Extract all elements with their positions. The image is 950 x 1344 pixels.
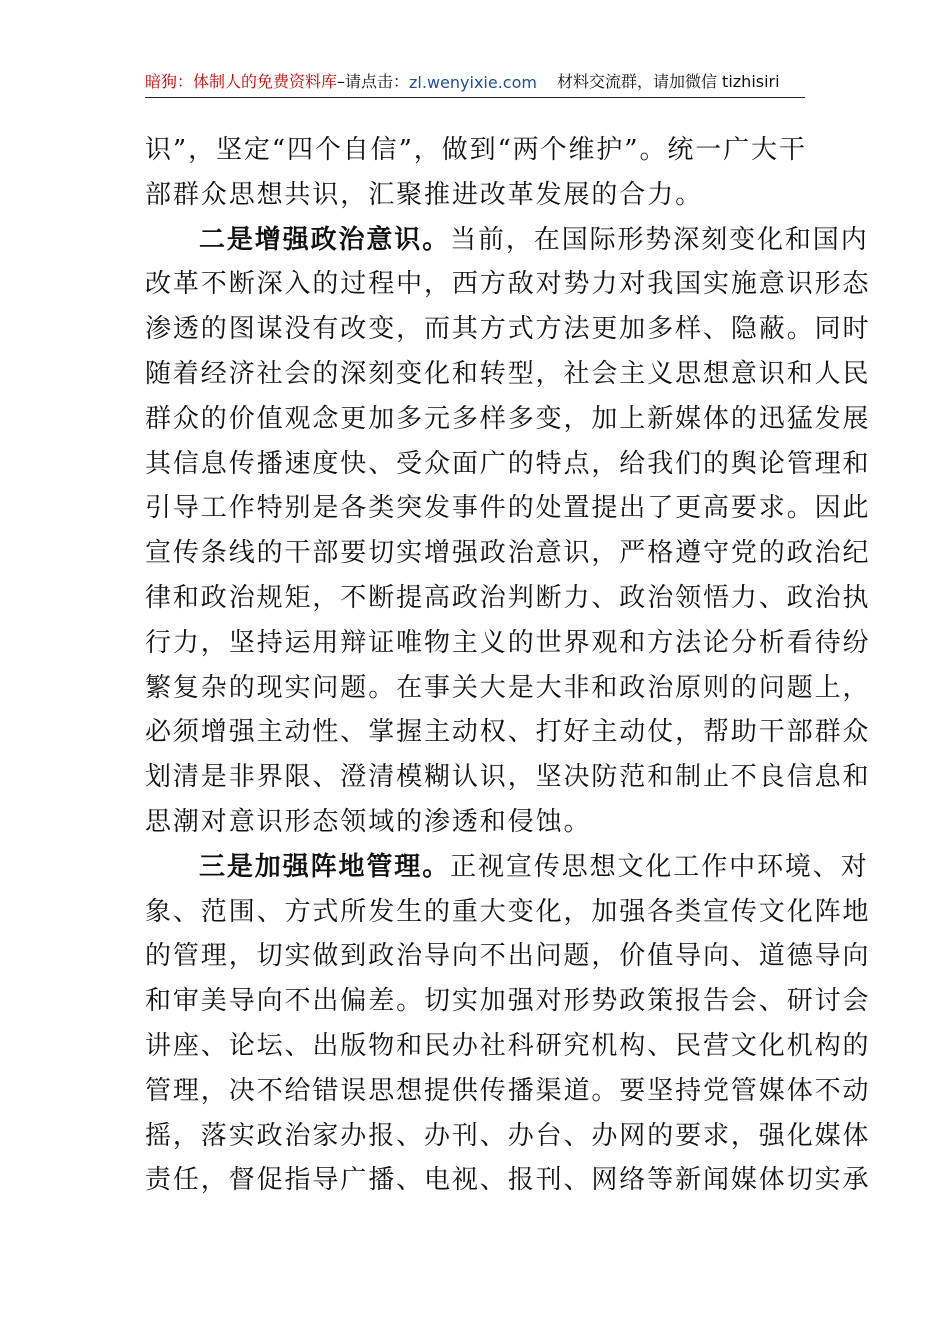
text-line: 改革不断深入的过程中，西方敌对势力对我国实施意识形态: [145, 269, 871, 300]
text-line: 部群众思想共识，汇聚推进改革发展的合力。: [145, 179, 704, 210]
header-group-info: 材料交流群，请加微信 tizhisiri: [556, 72, 780, 91]
text-line: 随着经济社会的深刻变化和转型，社会主义思想意识和人民: [145, 358, 871, 389]
section-heading-position-management: 三是加强阵地管理。: [199, 851, 451, 882]
section-heading-political-awareness: 二是增强政治意识。: [199, 224, 451, 255]
text-line: 繁复杂的现实问题。在事关大是大非和政治原则的问题上，: [145, 672, 871, 703]
text-line: 群众的价值观念更加多元多样多变，加上新媒体的迅猛发展: [145, 403, 871, 434]
text-line: 管理，决不给错误思想提供传播渠道。要坚持党管媒体不动: [145, 1075, 871, 1106]
text-line: 渗透的图谋没有改变，而其方式方法更加多样、隐蔽。同时: [145, 314, 871, 345]
text-line: 律和政治规矩，不断提高政治判断力、政治领悟力、政治执: [145, 582, 871, 613]
paragraph-start: [145, 218, 869, 263]
text-line: 和审美导向不出偏差。切实加强对形势政策报告会、研讨会: [145, 986, 871, 1017]
text-line: 必须增强主动性、掌握主动权、打好主动仗，帮助干部群众: [145, 717, 871, 748]
text-line: 象、范围、方式所发生的重大变化，加强各类宣传文化阵地: [145, 896, 871, 927]
text-line: 行力，坚持运用辩证唯物主义的世界观和方法论分析看待纷: [145, 627, 871, 658]
text-line: 识”，坚定“四个自信”，做到“两个维护”。统一广大干: [145, 135, 807, 165]
header-cta: –请点击：: [337, 72, 410, 91]
text-line: 其信息传播速度快、受众面广的特点，给我们的舆论管理和: [145, 448, 871, 479]
text-line: 思潮对意识形态领域的渗透和侵蚀。: [145, 806, 592, 837]
text-line: 讲座、论坛、出版物和民办社科研究机构、民营文化机构的: [145, 1030, 871, 1061]
text-line: 的管理，切实做到政治导向不出问题，价值导向、道德导向: [145, 941, 871, 972]
document-body: [145, 128, 871, 1203]
page-header: [145, 64, 805, 98]
text-line: 引导工作特别是各类突发事件的处置提出了更高要求。因此: [145, 493, 871, 524]
header-brand: 暗狗：体制人的免费资料库: [145, 72, 338, 91]
text-line: 摇，落实政治家办报、办刊、办台、办网的要求，强化媒体: [145, 1120, 871, 1151]
paragraph-start: [145, 845, 869, 890]
text-line: 宣传条线的干部要切实增强政治意识，严格遵守党的政治纪: [145, 538, 871, 569]
text-run: 当前，在国际形势深刻变化和国内: [450, 224, 869, 255]
text-line: 划清是非界限、澄清模糊认识，坚决防范和制止不良信息和: [145, 762, 871, 793]
text-run: 正视宣传思想文化工作中环境、对: [450, 851, 869, 882]
header-url-link[interactable]: zl.wenyixie.com: [409, 73, 537, 92]
text-line: 责任，督促指导广播、电视、报刊、网络等新闻媒体切实承: [145, 1165, 871, 1196]
